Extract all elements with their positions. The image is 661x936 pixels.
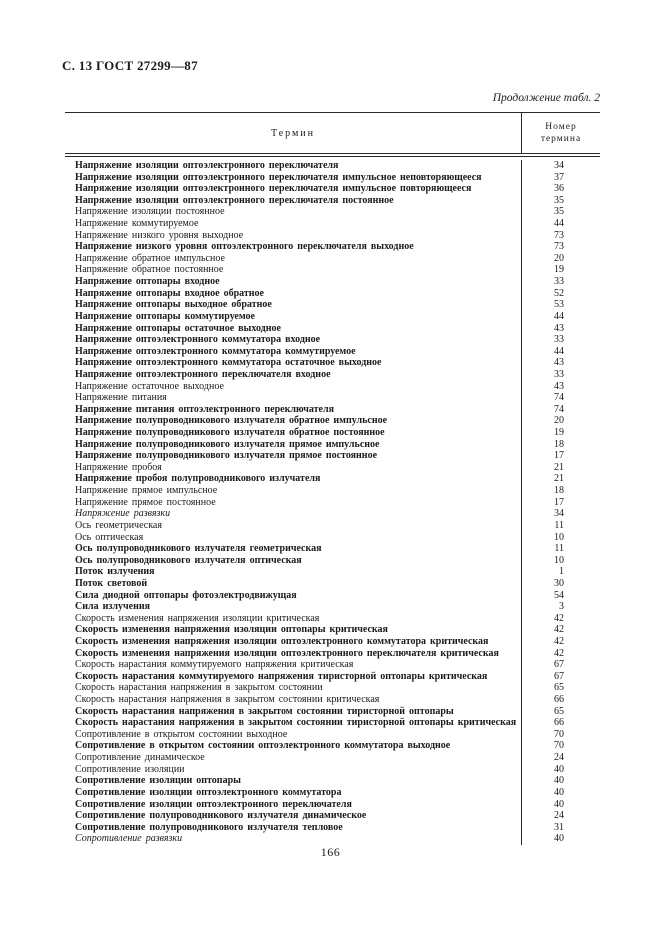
term-number-cell [521,833,600,845]
term-cell: Скорость изменения напряжения изоляции оптоэлектронного переключателя критическая [75,647,499,659]
table-row [65,288,600,300]
table-row [65,334,600,346]
term-cell: Скорость нарастания напряжения в закрытом состоянии [75,682,323,694]
term-number-value: 17 [554,496,564,508]
table-row [65,613,600,625]
term-cell: Сопротивление в открытом состоянии оптоэлектронного коммутатора выходное [75,740,451,752]
term-number-cell [521,195,600,207]
term-number-cell [521,334,600,346]
term-number-value: 40 [554,798,564,810]
term-number-cell [521,671,600,683]
term-number-value: 24 [554,752,564,764]
term-cell: Сила излучения [75,601,150,613]
term-number-value: 10 [554,554,564,566]
table-row [65,764,600,776]
term-number-value: 36 [554,183,564,195]
table-row [65,555,600,567]
table-row [65,160,600,172]
term-cell: Скорость изменения напряжения изоляции оптоэлектронного коммутатора критическая [75,635,489,647]
term-number-cell [521,160,600,172]
term-cell: Напряжение изоляции оптоэлектронного переключателя импульсное повторяющееся [75,183,472,195]
term-number-value: 34 [554,508,564,520]
table-row [65,241,600,253]
term-number-value: 10 [554,531,564,543]
table-row [65,520,600,532]
term-cell: Напряжение изоляции оптоэлектронного переключателя импульсное неповторяющееся [75,171,482,183]
term-number-value: 24 [554,810,564,822]
term-number-cell [521,485,600,497]
term-cell: Ось геометрическая [75,519,162,531]
term-cell: Напряжение низкого уровня выходное [75,229,244,241]
table-row [65,404,600,416]
term-cell: Скорость изменения напряжения изоляции оптопары критическая [75,624,388,636]
table-row [65,799,600,811]
term-cell: Напряжение прямое импульсное [75,485,218,497]
term-number-value: 67 [554,670,564,682]
term-cell: Ось полупроводникового излучателя геометрическая [75,543,322,555]
term-cell: Напряжение полупроводникового излучателя прямое импульсное [75,438,380,450]
term-number-value: 18 [554,485,564,497]
table-row [65,648,600,660]
term-number-value: 53 [554,299,564,311]
term-number-cell [521,532,600,544]
term-number-value: 40 [554,833,564,845]
term-number-value: 1 [559,566,564,578]
term-number-cell [521,694,600,706]
table-row [65,276,600,288]
term-number-value: 65 [554,705,564,717]
table-row [65,415,600,427]
term-cell: Напряжение оптопары выходное обратное [75,299,272,311]
term-cell: Сопротивление динамическое [75,752,205,764]
term-number-cell [521,624,600,636]
term-number-cell [521,555,600,567]
term-number-cell [521,775,600,787]
term-number-value: 30 [554,577,564,589]
term-number-cell [521,392,600,404]
table-row [65,543,600,555]
table-row [65,822,600,834]
term-cell: Сопротивление полупроводникового излучателя динамическое [75,810,367,822]
term-cell: Напряжение коммутируемое [75,218,199,230]
term-cell: Ось оптическая [75,531,144,543]
term-cell: Сопротивление изоляции оптоэлектронного переключателя [75,798,352,810]
term-number-value: 44 [554,345,564,357]
table-row [65,218,600,230]
term-number-cell [521,404,600,416]
term-number-cell [521,230,600,242]
term-cell: Напряжение изоляции оптоэлектронного переключателя [75,160,339,171]
table-row [65,508,600,520]
term-number-cell [521,450,600,462]
term-number-value: 40 [554,763,564,775]
term-number-cell [521,311,600,323]
term-number-value: 35 [554,206,564,218]
term-number-cell [521,636,600,648]
term-cell: Напряжение оптопары входное обратное [75,287,264,299]
term-number-cell [521,299,600,311]
term-number-cell [521,659,600,671]
table-row [65,427,600,439]
term-cell: Напряжение изоляции постоянное [75,206,225,218]
term-number-cell [521,241,600,253]
term-cell: Сопротивление развязки [75,833,183,845]
table-row [65,206,600,218]
table-row [65,230,600,242]
table-row [65,810,600,822]
table-row [65,729,600,741]
term-number-cell [521,276,600,288]
term-number-cell [521,357,600,369]
term-number-value: 17 [554,450,564,462]
term-cell: Напряжение оптоэлектронного коммутатора остаточное выходное [75,357,382,369]
term-number-value: 43 [554,380,564,392]
term-cell: Напряжение полупроводникового излучателя обратное постоянное [75,427,385,439]
term-number-cell [521,810,600,822]
table-row [65,578,600,590]
term-number-value: 42 [554,647,564,659]
table-continuation-caption: Продолжение табл. 2 [492,92,600,104]
term-number-cell [521,729,600,741]
term-number-cell [521,566,600,578]
term-cell: Сопротивление изоляции оптопары [75,775,241,787]
term-cell: Сопротивление в открытом состоянии выходное [75,728,288,740]
term-number-value: 34 [554,160,564,171]
term-cell: Напряжение остаточное выходное [75,380,224,392]
term-number-value: 74 [554,392,564,404]
term-number-value: 67 [554,659,564,671]
term-cell: Скорость нарастания коммутируемого напряжения критическая [75,659,354,671]
table-row [65,775,600,787]
term-cell: Напряжение оптоэлектронного коммутатора коммутируемое [75,345,356,357]
table-body [65,157,600,845]
term-cell: Напряжение оптопары входное [75,276,220,288]
term-number-value: 3 [559,601,564,613]
term-number-cell [521,427,600,439]
term-number-cell [521,172,600,184]
table-row [65,357,600,369]
term-number-value: 66 [554,717,564,729]
term-number-cell [521,439,600,451]
term-number-cell [521,682,600,694]
column-header-term: Термин [270,127,316,139]
term-number-cell [521,764,600,776]
term-cell: Сопротивление изоляции оптоэлектронного коммутатора [75,786,342,798]
term-number-value: 11 [554,519,564,531]
term-number-value: 70 [554,740,564,752]
table-row [65,183,600,195]
term-cell: Напряжение изоляции оптоэлектронного переключателя постоянное [75,194,394,206]
term-number-value: 40 [554,786,564,798]
term-number-cell [521,183,600,195]
term-cell: Напряжение прямое постоянное [75,496,216,508]
term-number-cell [521,415,600,427]
table-row [65,299,600,311]
table-row [65,473,600,485]
term-cell: Напряжение питания [75,392,167,404]
term-number-value: 31 [554,821,564,833]
table-row [65,369,600,381]
term-number-value: 73 [554,229,564,241]
term-number-cell [521,578,600,590]
page-number: 166 [320,845,341,859]
term-number-value: 33 [554,276,564,288]
term-cell: Напряжение развязки [75,508,171,520]
term-cell: Напряжение оптоэлектронного коммутатора входное [75,334,321,346]
table-row [65,439,600,451]
term-number-cell [521,590,600,602]
term-cell: Напряжение оптоэлектронного переключателя входное [75,368,331,380]
term-number-value: 73 [554,241,564,253]
term-number-value: 18 [554,438,564,450]
term-number-cell [521,717,600,729]
term-cell: Напряжение пробоя полупроводникового излучателя [75,473,321,485]
table-row [65,787,600,799]
term-number-value: 65 [554,682,564,694]
term-number-cell [521,787,600,799]
table-row [65,485,600,497]
term-number-value: 37 [554,171,564,183]
term-number-value: 33 [554,334,564,346]
term-cell: Скорость нарастания напряжения в закрытом состоянии критическая [75,694,380,706]
terms-table [65,112,600,845]
term-cell: Скорость нарастания напряжения в закрытом состоянии тиристорной оптопары критическая [75,717,517,729]
column-header-term-number-line2: термина [540,134,582,144]
term-number-cell [521,462,600,474]
term-number-value: 44 [554,218,564,230]
term-number-cell [521,323,600,335]
term-number-value: 35 [554,194,564,206]
table-header-row [65,113,600,157]
term-number-value: 54 [554,589,564,601]
term-cell: Напряжение обратное импульсное [75,252,225,264]
table-row [65,636,600,648]
table-row [65,601,600,613]
term-number-cell [521,264,600,276]
term-number-cell [521,288,600,300]
term-number-value: 11 [554,543,564,555]
term-number-value: 21 [554,473,564,485]
term-cell: Напряжение полупроводникового излучателя обратное импульсное [75,415,388,427]
table-row [65,706,600,718]
term-number-value: 42 [554,612,564,624]
term-number-cell [521,497,600,509]
term-number-value: 42 [554,635,564,647]
term-cell: Напряжение оптопары коммутируемое [75,310,255,322]
term-number-value: 66 [554,694,564,706]
table-row [65,311,600,323]
term-cell: Скорость изменения напряжения изоляции критическая [75,612,320,624]
term-number-value: 33 [554,368,564,380]
term-cell: Сопротивление изоляции [75,763,185,775]
term-cell: Напряжение оптопары остаточное выходное [75,322,281,334]
term-cell: Ось полупроводникового излучателя оптическая [75,554,302,566]
term-number-cell [521,706,600,718]
table-row [65,172,600,184]
term-cell: Скорость нарастания напряжения в закрытом состоянии тиристорной оптопары [75,705,454,717]
term-cell: Сила диодной оптопары фотоэлектродвижущая [75,589,297,601]
term-number-value: 19 [554,264,564,276]
table-row [65,694,600,706]
term-cell: Скорость нарастания коммутируемого напряжения тиристорной оптопары критическая [75,670,488,682]
term-cell: Напряжение пробоя [75,461,162,473]
term-number-value: 21 [554,461,564,473]
table-row [65,253,600,265]
table-row [65,624,600,636]
table-row [65,264,600,276]
term-number-cell [521,346,600,358]
term-number-cell [521,822,600,834]
table-row [65,717,600,729]
term-cell: Сопротивление полупроводникового излучателя тепловое [75,821,343,833]
term-number-cell [521,508,600,520]
table-row [65,590,600,602]
term-number-cell [521,543,600,555]
term-number-cell [521,613,600,625]
table-row [65,195,600,207]
table-row [65,346,600,358]
term-number-cell [521,740,600,752]
term-number-value: 20 [554,252,564,264]
term-number-cell [521,253,600,265]
term-number-cell [521,381,600,393]
term-number-cell [521,206,600,218]
table-row [65,671,600,683]
term-number-value: 44 [554,310,564,322]
term-number-cell [521,752,600,764]
document-header: С. 13 ГОСТ 27299—87 [62,58,198,73]
term-number-value: 74 [554,403,564,415]
term-number-value: 42 [554,624,564,636]
term-number-cell [521,369,600,381]
term-number-cell [521,218,600,230]
term-number-cell [521,473,600,485]
table-row [65,566,600,578]
term-cell: Напряжение обратное постоянное [75,264,224,276]
table-row [65,532,600,544]
table-row [65,381,600,393]
table-row [65,450,600,462]
table-row [65,740,600,752]
table-row [65,462,600,474]
term-cell: Поток световой [75,577,148,589]
table-row [65,752,600,764]
table-row [65,659,600,671]
term-number-cell [521,520,600,532]
column-header-term-number [521,113,600,153]
term-cell: Напряжение питания оптоэлектронного переключателя [75,403,335,415]
table-row [65,833,600,845]
term-number-value: 43 [554,322,564,334]
term-number-value: 70 [554,728,564,740]
term-number-value: 20 [554,415,564,427]
table-row [65,682,600,694]
table-row [65,497,600,509]
term-cell: Напряжение полупроводникового излучателя прямое постоянное [75,450,378,462]
term-number-value: 52 [554,287,564,299]
table-row [65,392,600,404]
term-cell: Напряжение низкого уровня оптоэлектронного переключателя выходное [75,241,414,253]
term-number-value: 40 [554,775,564,787]
term-cell: Поток излучения [75,566,155,578]
term-number-value: 43 [554,357,564,369]
column-header-term-number-line1: Номер [545,122,577,132]
term-number-cell [521,799,600,811]
term-number-cell [521,648,600,660]
term-number-value: 19 [554,427,564,439]
table-row [65,323,600,335]
term-number-cell [521,601,600,613]
